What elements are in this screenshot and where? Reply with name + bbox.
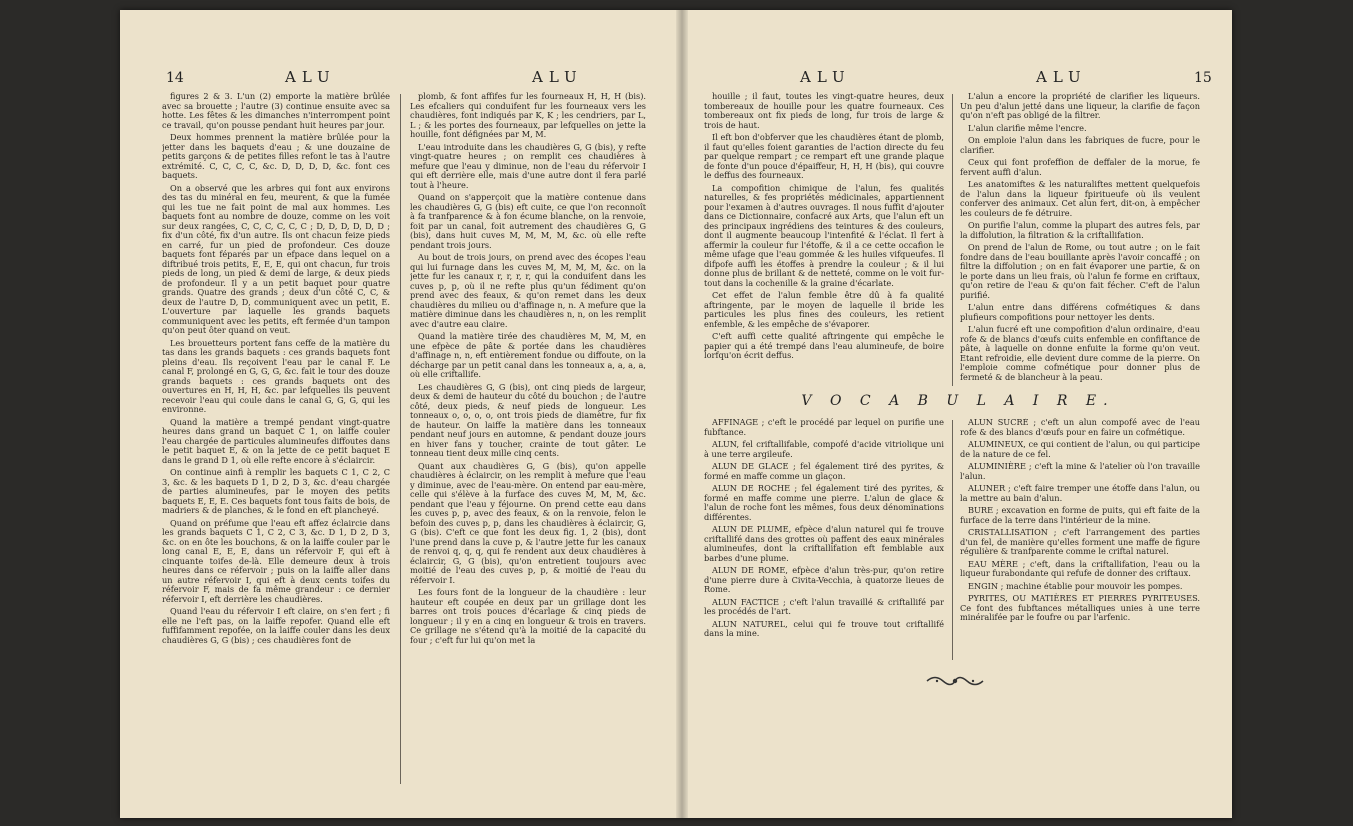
page-number: 15 — [1194, 70, 1212, 86]
vocab-entry: ALUN FACTICE ; c'eft l'alun travaillé & criftallifé par les procédés de l'art. — [704, 596, 944, 616]
paragraph: plomb, & font affifes fur les fourneaux H, H, H (bis). Les efcaliers qui conduifent fur les fourneaux vers les chaudières, font indiqués par K, K ; les cendriers, par L, L ; & les portes des fourneaux, par lefquelles on jette la houille, font défignées par M, M. — [410, 92, 646, 139]
paragraph: Les chaudières G, G (bis), ont cinq pieds de largeur, deux & demi de hauteur du côté du bouchon ; de l'autre côté, deux pieds, & neuf pieds de longueur. Les tonneaux o, o, o, o, ont trois pieds de diamètre, fur fix de hauteur. On laiffe la matière dans les tonneaux pendant neuf jours en automne, & pendant douze jours en hiver fans y toucher, crainte de tout gâter. Le tonneau tient deux mille cinq cents. — [410, 381, 646, 458]
paragraph: Il eft bon d'obferver que les chaudières étant de plomb, il faut qu'elles foient garanties de l'action directe du feu par quelque rempart ; ce rempart eft une grande plaque de fonte d'un pouce d'épaiffeur, H, H, H (bis), qui couvre le deffus des fourneaux. — [704, 132, 944, 180]
vocabulaire-heading: V O C A B U L A I R E. — [801, 393, 1115, 409]
paragraph: L'alun entre dans différens cofmétiques & dans plufieurs compofitions pour nettoyer les dents. — [960, 302, 1200, 322]
paragraph: figures 2 & 3. L'un (2) emporte la matière brûlée avec sa brouette ; l'autre (3) continue ensuite avec sa hotte. Les fêtes & les dimanches n'interrompent point ce travail, qu'on pousse pendant huit heures par jour. — [162, 92, 390, 130]
column-rule — [952, 94, 953, 386]
vocab-entry: ALUN NATUREL, celui qui fe trouve tout criftallifé dans la mine. — [704, 618, 944, 638]
paragraph: Les anatomiftes & les naturaliftes mettent quelquefois de l'alun dans la liqueur fpiritueufe où ils veulent conferver des animaux. Cet alun fert, dit-on, à empêcher les couleurs de fe détruire. — [960, 179, 1200, 218]
paragraph: Quant aux chaudières G, G (bis), qu'on appelle chaudières à éclaircir, on les remplit à mefure que l'eau y diminue, avec de l'eau-mère. On entend par eau-mère, celle qui s'élève à la furface des cuves M, M, M, &c. pendant que l'eau y féjourne. On prend cette eau dans les cuves p, p, avec des feaux, & on la renvoie, felon le befoin des cuves p, p, dans les chaudières à éclaircir, G, G (bis). C'eft ce que font les deux fig. 1, 2 (bis), dont l'une prend dans la cuve p, & l'autre jette fur les canaux de renvoi q, q, q, qui fe rendent aux deux chaudières à éclaircir, G, G (bis), qu'on entretient toujours avec moitié de l'eau des cuves p, p, & moitié de l'eau du réfervoir I. — [410, 460, 646, 585]
vocab-entry: ALUN DE ROME, efpèce d'alun très-pur, qu'on retire d'une pierre dure à Civita-Vecchia, à quatorze lieues de Rome. — [704, 565, 944, 594]
paragraph: Au bout de trois jours, on prend avec des écopes l'eau qui lui furnage dans les cuves M, M, M, M, &c. on la jette fur les canaux r, r, r, r, qui la conduifent dans les cuves p, p, où il ne refte plus qu'un fédiment qu'on prend avec des feaux, & qu'on remet dans les deux chaudières du milieu ou d'affinage n, n. A mefure que la matière diminue dans les chaudières n, n, on les remplit avec d'autre eau claire. — [410, 252, 646, 329]
paragraph: Quand la matière a trempé pendant vingt-quatre heures dans grand un baquet C 1, on laiffe couler l'eau chargée de particules alumineufes diffoutes dans le petit baquet E, & on la jette de ce petit baquet E dans le grand D 1, où elle refte encore à s'éclaircir. — [162, 416, 390, 465]
paragraph: Ceux qui font profeffion de deffaler de la morue, fe fervent auffi d'alun. — [960, 157, 1200, 177]
paragraph: L'alun a encore la propriété de clarifier les liqueurs. Un peu d'alun jetté dans une liqueur, la clarifie de façon qu'on n'eft pas obligé de la filtrer. — [960, 92, 1200, 120]
vocab-entry: ALUN DE PLUME, efpèce d'alun naturel qui fe trouve criftallifé dans des grottes où paffent des eaux minérales alumineufes, dont la criftallifation eft femblable aux barbes d'une plume. — [704, 524, 944, 563]
vocab-entry: BURE ; excavation en forme de puits, qui eft faite de la furface de la terre dans l'intérieur de la mine. — [960, 505, 1200, 525]
vocab-entry: ALUN DE ROCHE ; fel également tiré des pyrites, & formé en maffe comme une pierre. L'alun de glace & l'alun de roche font les mêmes, fous deux dénominations différentes. — [704, 483, 944, 522]
paragraph: Deux hommes prennent la matière brûlée pour la jetter dans les baquets d'eau ; & une douzaine de petits garçons & de petites filles refont le tas à l'autre extrémité. C, C, C, C, &c. D, D, D, D, &c. font ces baquets. — [162, 132, 390, 180]
running-head: ALU — [532, 68, 583, 86]
running-head: ALU — [1036, 68, 1087, 86]
text-column-2 — [410, 92, 646, 792]
vocab-entry: ALUMINEUX, ce qui contient de l'alun, ou qui participe de la nature de ce fel. — [960, 439, 1200, 459]
column-rule — [400, 94, 401, 784]
paragraph: Quand la matière tirée des chaudières M, M, M, en une efpèce de pâte & portée dans les chaudières d'affinage n, n, eft entièrement fondue ou diffoute, on la décharge par un petit canal dans les tonneaux a, a, a, a, où elle criftallife. — [410, 331, 646, 379]
paragraph: Quand l'eau du réfervoir I eft claire, on s'en fert ; fi elle ne l'eft pas, on la laiffe repofer. Quand elle eft fuffifamment repofée, on la laiffe couler dans les deux chaudières G, G (bis) ; ces chaudières font de — [162, 606, 390, 645]
paragraph: Les fours font de la longueur de la chaudière : leur hauteur eft coupée en deux par un grillage dont les barres ont trois pouces d'écarlage & cinq pieds de longueur ; il y en a cinq en longueur & trois en travers. Ce grillage ne s'étend qu'à la moitié de la capacité du four ; c'eft fur lui qu'on met la — [410, 587, 646, 645]
vocab-entry: ALUN DE GLACE ; fel également tiré des pyrites, & formé en maffe comme un glaçon. — [704, 461, 944, 481]
vocab-entry: ALUMINIÈRE ; c'eft la mine & l'atelier où l'on travaille l'alun. — [960, 461, 1200, 481]
right-page — [688, 10, 1232, 818]
left-page — [120, 10, 676, 818]
paragraph: Quand on préfume que l'eau eft affez éclaircie dans les grands baquets C 1, C 2, C 3, &c. D 1, D 2, D 3, &c. on en ôte les bouchons, & on la laiffe couler par le long canal E, E, E, dans un réfervoir F, qui eft à cinquante toifes de-là. Elle demeure deux à trois heures dans ce réfervoir ; puis on la laiffe aller dans un autre réfervoir I, qui eft à deux cents toifes du réfervoir F, mais de fa même grandeur : ce dernier réfervoir I, eft derrière les chaudières. — [162, 517, 390, 604]
vocab-entry: ALUNER ; c'eft faire tremper une étoffe dans l'alun, ou la mettre au bain d'alun. — [960, 483, 1200, 503]
tailpiece-ornament-icon — [900, 674, 1010, 691]
book-spread — [120, 10, 1232, 818]
text-column-1 — [704, 92, 944, 390]
paragraph: Quand on s'apperçoit que la matière contenue dans les chaudières G, G (bis) eft cuite, ce que l'on reconnoît à fa tranfparence & à fon écume blanche, on la renvoie, foit par un canal, foit autrement des chaudières G, G (bis), dans huit cuves M, M, M, M, &c. où elle refte pendant trois jours. — [410, 192, 646, 250]
vocab-entry: CRISTALLISATION ; c'eft l'arrangement des parties d'un fel, de manière qu'elles forment une maffe de figure régulière & tranfparente comme le criftal naturel. — [960, 527, 1200, 556]
vocab-entry: EAU MÈRE ; c'eft, dans la criftallifation, l'eau ou la liqueur furabondante qui refufe de donner des criftaux. — [960, 558, 1200, 578]
paragraph: On continue ainfi à remplir les baquets C 1, C 2, C 3, &c. & les baquets D 1, D 2, D 3, &c. d'eau chargée de parties alumineufes, par le moyen des petits baquets E, E, E. Ces baquets font tous faits de bois, de madriers & de planches, & le fond en eft plancheyé. — [162, 467, 390, 515]
vocab-entry: PYRITES, OU MATIÈRES ET PIERRES PYRITEUSES. Ce font des fubftances métalliques unies à une terre minéralifée par le foufre ou par l'arfenic. — [960, 593, 1200, 622]
book-gutter — [676, 10, 688, 818]
vocab-entry: ALUN SUCRÉ ; c'eft un alun compofé avec de l'eau rofe & des blancs d'œufs pour en faire un cofmétique. — [960, 418, 1200, 437]
paragraph: On a observé que les arbres qui font aux environs des tas du minéral en feu, meurent, & que la fumée qui les tue ne fait point de mal aux hommes. Les baquets font au nombre de douze, comme on les voit sur deux rangées, C, C, C, C, C, C ; D, D, D, D, D, D ; fix d'un côté, fix d'un autre. Ils ont chacun feize pieds en carré, fur un pied de profondeur. Ces douze baquets font féparés par un efpace dans lequel on a diftribué trois petits, E, E, E, qui ont chacun, fur trois pieds de long, un pied & demi de large, & deux pieds de profondeur. Il y a un petit baquet pour quatre grands. Quatre des grands ; deux d'un côté C, C, & deux de l'autre D, D, communiquent avec un petit, E. L'ouverture par laquelle les grands baquets communiquent avec les petits, eft fermée d'un tampon qu'on peut ôter quand on veut. — [162, 182, 390, 335]
paragraph: On purifie l'alun, comme la plupart des autres fels, par la diffolution, la filtration & la criftallifation. — [960, 220, 1200, 240]
running-head: ALU — [285, 68, 336, 86]
paragraph: L'eau introduite dans les chaudières G, G (bis), y refte vingt-quatre heures ; on remplit ces chaudières à mefure que l'eau y diminue, non de l'eau du réfervoir I qui eft derrière elle, mais d'une autre dont il fera parlé tout à l'heure. — [410, 141, 646, 190]
text-column-2 — [960, 92, 1200, 390]
paragraph: L'alun clarifie même l'encre. — [968, 122, 1087, 133]
paragraph: Les brouetteurs portent fans ceffe de la matière du tas dans les grands baquets : ces grands baquets font pleins d'eau. Ils reçoivent l'eau par le canal F. Le canal F, prolongé en G, G, G, &c. fait le tour des douze grands baquets : ces grands baquets ont des ouvertures en H, H, H, &c. par lefquelles ils peuvent recevoir l'eau qui coule dans le canal G, G, G, qui les environne. — [162, 337, 390, 414]
paragraph: La compofition chimique de l'alun, fes qualités naturelles, & fes propriétés médicinales, appartiennent pour l'examen à d'autres ouvrages. Il nous fuffit d'ajouter dans ce Dictionnaire, confacré aux Arts, que l'alun eft un des principaux ingrédiens des teintures & des couleurs, dont il augmente beaucoup l'intenfité & l'éclat. Il fert à affermir la couleur fur l'étoffe, & il a ce cette occafion le même ufage que l'eau gommée & les huiles vifqueufes. Il difpofe auffi les étoffes à prendre la couleur ; & il lui donne plus de brillant & de netteté, comme on le voit fur-tout dans la cochenille & la graine d'écarlate. — [704, 182, 944, 288]
paragraph: On emploie l'alun dans les fabriques de fucre, pour le clarifier. — [960, 135, 1200, 155]
text-column-1 — [162, 92, 390, 792]
vocab-entry: AFFINAGE ; c'eft le procédé par lequel on purifie une fubftance. — [704, 418, 944, 437]
vocab-column-2 — [960, 418, 1200, 668]
paragraph: On prend de l'alun de Rome, ou tout autre ; on le fait fondre dans de l'eau bouillante après l'avoir concaffé ; on filtre la diffolution ; on en fait évaporer une partie, & on le porte dans un lieu frais, où l'alun fe forme en criftaux, qu'on retire de l'eau & qu'on fait fécher. C'eft de l'alun purifié. — [960, 242, 1200, 300]
vocab-entry: ALUN, fel criftallifable, compofé d'acide vitriolique uni à une terre argileufe. — [704, 439, 944, 459]
page-number: 14 — [166, 70, 184, 86]
vocab-column-1 — [704, 418, 944, 668]
running-head: ALU — [800, 68, 851, 86]
column-rule — [952, 420, 953, 660]
paragraph: houille ; il faut, toutes les vingt-quatre heures, deux tombereaux de houille pour les quatre fourneaux. Ces tombereaux ont fix pieds de long, fur trois de large & trois de haut. — [704, 92, 944, 130]
paragraph: Cet effet de l'alun femble être dû à fa qualité aftringente, par le moyen de laquelle il bride les particules les plus fines des couleurs, les retient enfemble, & les empêche de s'évaporer. — [704, 290, 944, 329]
paragraph: C'eft auffi cette qualité aftringente qui empêche le papier qui a été trempé dans l'eau alumineufe, de boire lorfqu'on écrit deffus. — [704, 331, 944, 360]
vocab-entry: ENGIN ; machine établie pour mouvoir les pompes. — [968, 580, 1183, 591]
paragraph: L'alun fucré eft une compofition d'alun ordinaire, d'eau rofe & de blancs d'œufs cuits enfemble en confiftance de pâte, à laquelle on donne enfuite la forme qu'on veut. Etant refroidie, elle devient dure comme de la pierre. On l'emploie comme cofmétique pour donner plus de fermeté & de blancheur à la peau. — [960, 324, 1200, 382]
